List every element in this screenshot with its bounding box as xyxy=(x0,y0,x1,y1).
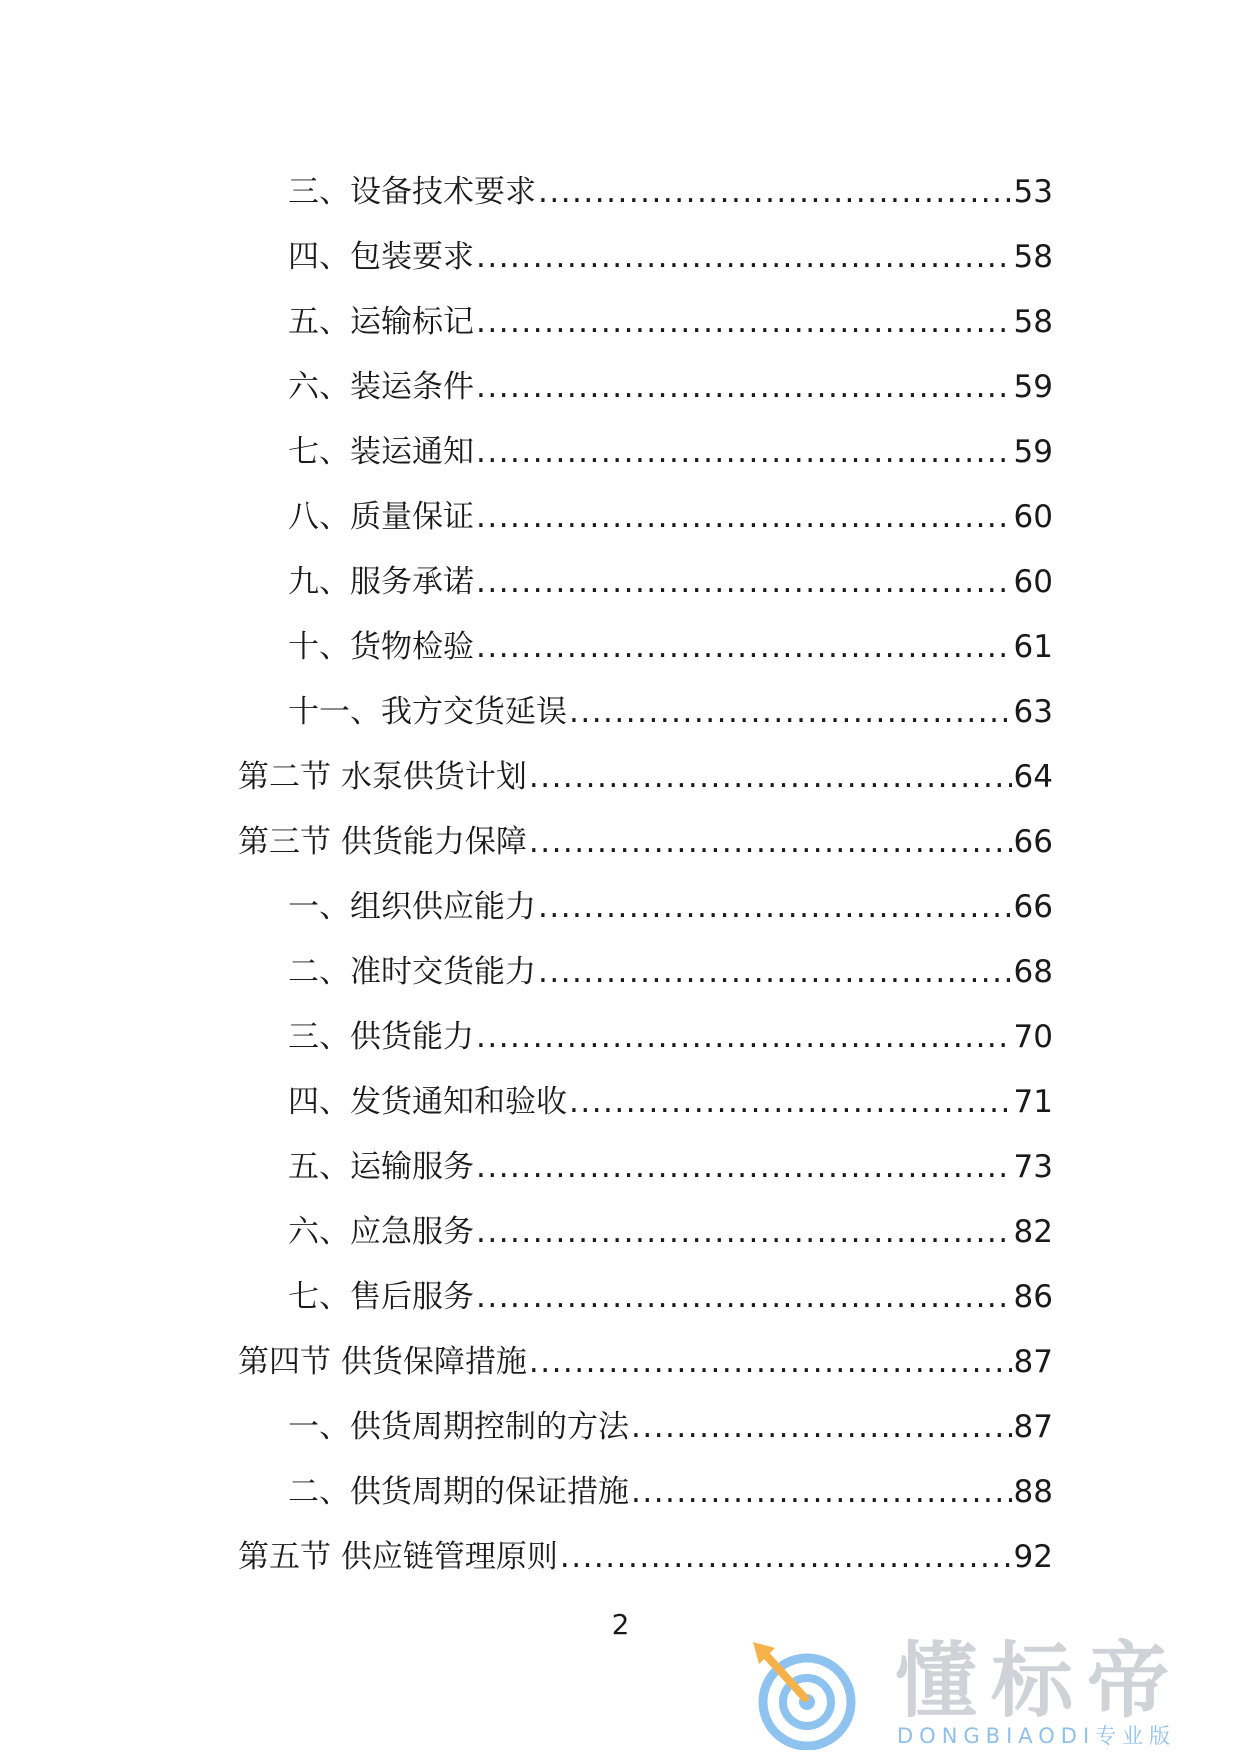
toc-entry-label: 七、装运通知 xyxy=(288,434,474,470)
watermark-title: 懂标帝 xyxy=(895,1634,1184,1729)
toc-entry-label: 一、供货周期控制的方法 xyxy=(288,1409,629,1445)
toc-entry xyxy=(238,745,1053,810)
toc-entry xyxy=(238,485,1053,550)
toc-entry xyxy=(238,615,1053,680)
toc-entry-page: 53 xyxy=(1013,174,1053,210)
toc-entry-page: 92 xyxy=(1013,1539,1053,1575)
toc-entry xyxy=(238,940,1053,1005)
toc-entry-page: 73 xyxy=(1013,1149,1053,1185)
toc-dot-leader xyxy=(476,225,1012,290)
toc-entry-page: 66 xyxy=(1013,889,1053,925)
watermark-logo xyxy=(745,1634,1225,1750)
toc-entry-label: 二、供货周期的保证措施 xyxy=(288,1474,629,1510)
toc-dot-leader xyxy=(476,290,1012,355)
toc-entry-label: 二、准时交货能力 xyxy=(288,954,536,990)
toc-entry-label: 第四节 供货保障措施 xyxy=(238,1344,527,1380)
toc-entry-page: 86 xyxy=(1013,1279,1053,1315)
toc-dot-leader xyxy=(569,1070,1012,1135)
toc-dot-leader xyxy=(476,355,1012,420)
toc-entry xyxy=(238,550,1053,615)
toc-entry-label: 七、售后服务 xyxy=(288,1279,474,1315)
toc-dot-leader xyxy=(476,420,1012,485)
toc-entry-label: 三、供货能力 xyxy=(288,1019,474,1055)
toc-dot-leader xyxy=(529,1330,1012,1395)
toc-entry-label: 十、货物检验 xyxy=(288,629,474,665)
toc-entry-label: 五、运输服务 xyxy=(288,1149,474,1185)
toc-entry-page: 71 xyxy=(1013,1084,1053,1120)
target-arrow-icon xyxy=(745,1640,865,1750)
toc-entry-page: 82 xyxy=(1013,1214,1053,1250)
toc-entry-label: 四、包装要求 xyxy=(288,239,474,275)
toc-entry xyxy=(238,1395,1053,1460)
toc-entry xyxy=(238,1525,1053,1590)
toc-dot-leader xyxy=(560,1525,1012,1590)
toc-dot-leader xyxy=(631,1460,1012,1525)
toc-entry-page: 60 xyxy=(1013,499,1053,535)
toc-entry-label: 十一、我方交货延误 xyxy=(288,694,567,730)
toc-entry xyxy=(238,1005,1053,1070)
toc-entry xyxy=(238,1330,1053,1395)
toc-entry-page: 60 xyxy=(1013,564,1053,600)
toc-entry-label: 一、组织供应能力 xyxy=(288,889,536,925)
toc-entry xyxy=(238,1070,1053,1135)
watermark-subtitle: DONGBIAODI专业版 xyxy=(897,1724,1177,1748)
toc-dot-leader xyxy=(476,1135,1012,1200)
toc-entry-page: 88 xyxy=(1013,1474,1053,1510)
toc-entry-page: 58 xyxy=(1013,239,1053,275)
toc-entry-label: 九、服务承诺 xyxy=(288,564,474,600)
toc-dot-leader xyxy=(529,745,1012,810)
toc-entry xyxy=(238,875,1053,940)
toc-entry xyxy=(238,225,1053,290)
toc-dot-leader xyxy=(476,1005,1012,1070)
toc-entry xyxy=(238,810,1053,875)
toc-dot-leader xyxy=(476,1265,1012,1330)
toc-entry xyxy=(238,160,1053,225)
page-number: 2 xyxy=(611,1608,630,1641)
toc-entry xyxy=(238,1460,1053,1525)
toc-entry-page: 59 xyxy=(1013,434,1053,470)
toc-entry-page: 66 xyxy=(1013,824,1053,860)
toc-entry-label: 八、质量保证 xyxy=(288,499,474,535)
toc-entry-page: 61 xyxy=(1013,629,1053,665)
toc-entry xyxy=(238,290,1053,355)
toc-entry xyxy=(238,420,1053,485)
toc-dot-leader xyxy=(538,160,1012,225)
toc-entry-page: 70 xyxy=(1013,1019,1053,1055)
toc-entry-label: 五、运输标记 xyxy=(288,304,474,340)
toc-entry-label: 六、应急服务 xyxy=(288,1214,474,1250)
toc-entry-page: 68 xyxy=(1013,954,1053,990)
toc-entry xyxy=(238,680,1053,745)
toc-entry-label: 第五节 供应链管理原则 xyxy=(238,1539,558,1575)
toc-entry-label: 第三节 供货能力保障 xyxy=(238,824,527,860)
toc-entry-label: 四、发货通知和验收 xyxy=(288,1084,567,1120)
toc-entry-page: 87 xyxy=(1013,1409,1053,1445)
toc-entry xyxy=(238,355,1053,420)
toc-entry-page: 63 xyxy=(1013,694,1053,730)
toc-dot-leader xyxy=(538,940,1012,1005)
toc-entry-label: 第二节 水泵供货计划 xyxy=(238,759,527,795)
toc-entry xyxy=(238,1135,1053,1200)
toc-dot-leader xyxy=(529,810,1012,875)
toc-entry-page: 64 xyxy=(1013,759,1053,795)
toc-dot-leader xyxy=(476,1200,1012,1265)
toc-dot-leader xyxy=(476,485,1012,550)
toc-entry-label: 六、装运条件 xyxy=(288,369,474,405)
toc-dot-leader xyxy=(631,1395,1012,1460)
toc-dot-leader xyxy=(476,615,1012,680)
toc-dot-leader xyxy=(476,550,1012,615)
toc-entry xyxy=(238,1200,1053,1265)
toc-entry-page: 59 xyxy=(1013,369,1053,405)
toc-entry-page: 87 xyxy=(1013,1344,1053,1380)
toc-dot-leader xyxy=(538,875,1012,940)
table-of-contents xyxy=(238,160,1053,1590)
toc-entry-page: 58 xyxy=(1013,304,1053,340)
toc-entry-label: 三、设备技术要求 xyxy=(288,174,536,210)
toc-dot-leader xyxy=(569,680,1012,745)
toc-entry xyxy=(238,1265,1053,1330)
